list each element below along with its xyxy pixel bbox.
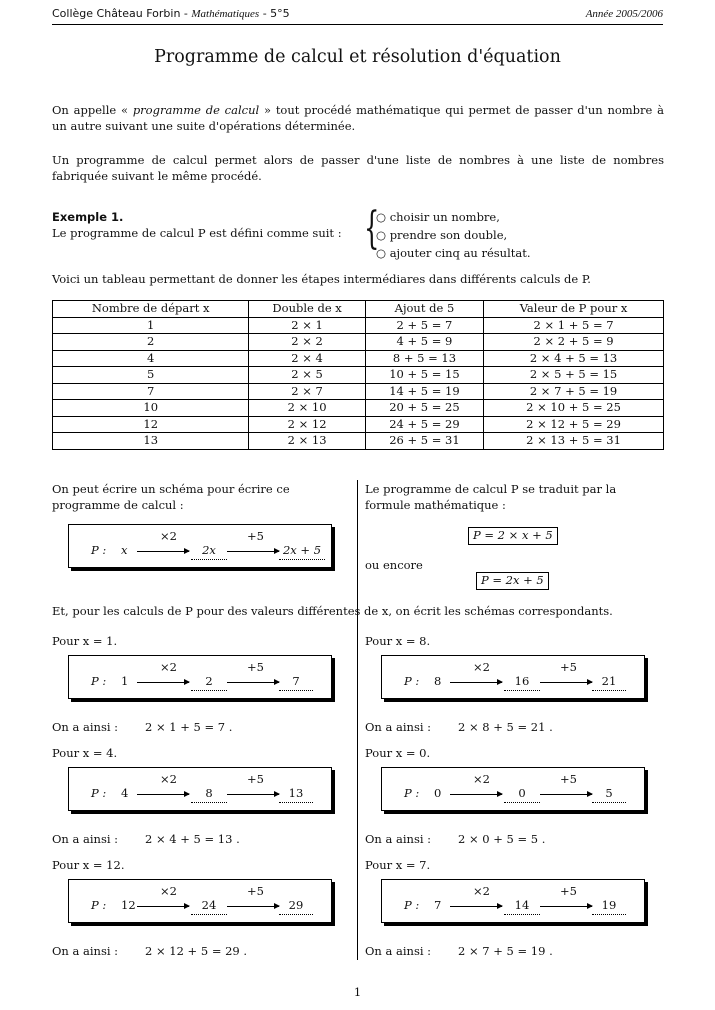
header-subject: Mathématiques <box>191 8 260 20</box>
op-add: +5 <box>247 884 264 898</box>
op-double: ×2 <box>160 529 177 543</box>
schema-left-text: On peut écrire un schéma pour écrire ce programme de calcul : <box>52 482 290 512</box>
page-number: 1 <box>353 985 362 999</box>
op-double: ×2 <box>473 660 490 674</box>
table-cell: 2 <box>53 334 249 351</box>
result-label: On a ainsi : <box>52 832 119 846</box>
schema-mid: 8 <box>191 786 227 803</box>
op-double: ×2 <box>473 884 490 898</box>
header-level: - 5°5 <box>259 7 290 20</box>
arrow-icon <box>227 682 279 683</box>
table-cell: 7 <box>53 383 249 400</box>
result-value: 2 × 12 + 5 = 29 . <box>145 944 248 958</box>
table-row <box>53 317 664 334</box>
op-double: ×2 <box>160 884 177 898</box>
op-add: +5 <box>560 660 577 674</box>
result-value: 2 × 8 + 5 = 21 . <box>458 720 553 734</box>
table-cell: 2 × 2 <box>249 334 365 351</box>
table-cell: 2 × 1 + 5 = 7 <box>484 317 664 334</box>
schema-start: 12 <box>121 898 136 912</box>
example-title: Pour x = 1. <box>52 634 118 648</box>
then-text: Et, pour les calculs de P pour des valeurs différentes de x, on écrit les schémas correspondants. <box>52 604 613 618</box>
schema-mid: 16 <box>504 674 540 691</box>
table-cell: 2 × 7 + 5 = 19 <box>484 383 664 400</box>
example-title: Pour x = 4. <box>52 746 118 760</box>
example-title: Pour x = 7. <box>365 858 431 872</box>
table-cell: 2 × 10 + 5 = 25 <box>484 400 664 417</box>
table-cell: 5 <box>53 367 249 384</box>
result-label: On a ainsi : <box>52 720 119 734</box>
result-label: On a ainsi : <box>365 720 432 734</box>
arrow-icon <box>450 682 502 683</box>
schema-start: 1 <box>121 674 129 688</box>
page-header <box>52 6 663 25</box>
table-cell: 2 × 5 + 5 = 15 <box>484 367 664 384</box>
prog-label: P : <box>91 674 107 688</box>
table-body <box>53 317 664 449</box>
schema-start: 0 <box>434 786 442 800</box>
table-cell: 4 + 5 = 9 <box>365 334 483 351</box>
example-title: Pour x = 8. <box>365 634 431 648</box>
example-text: Le programme de calcul P est défini comme suit : <box>52 225 342 240</box>
arrow-icon <box>227 551 279 552</box>
arrow-icon <box>137 551 189 552</box>
op-add: +5 <box>247 660 264 674</box>
arrow-icon <box>540 682 592 683</box>
schema-mid: 14 <box>504 898 540 915</box>
schema-end: 19 <box>592 898 626 915</box>
result-label: On a ainsi : <box>365 944 432 958</box>
table-cell: 24 + 5 = 29 <box>365 416 483 433</box>
table-cell: 10 + 5 = 15 <box>365 367 483 384</box>
header-left <box>52 7 290 22</box>
table-cell: 2 × 1 <box>249 317 365 334</box>
op-double: ×2 <box>473 772 490 786</box>
table-header-cell: Double de x <box>249 301 365 318</box>
table-header-cell: Ajout de 5 <box>365 301 483 318</box>
table-cell: 26 + 5 = 31 <box>365 433 483 450</box>
schema-mid: 2 <box>191 674 227 691</box>
arrow-icon <box>540 794 592 795</box>
table-cell: 2 × 10 <box>249 400 365 417</box>
table-intro: Voici un tableau permettant de donner les étapes intermédiares dans différents calculs de P. <box>52 272 591 286</box>
schema-box <box>68 655 332 699</box>
op-add: +5 <box>247 529 264 543</box>
schema-mid: 24 <box>191 898 227 915</box>
example-label: Exemple 1. <box>52 210 124 224</box>
result-value: 2 × 1 + 5 = 7 . <box>145 720 233 734</box>
table-cell: 1 <box>53 317 249 334</box>
arrow-icon <box>137 794 189 795</box>
schema-box <box>68 767 332 811</box>
general-schema-box <box>68 524 332 568</box>
op-add: +5 <box>560 884 577 898</box>
table-cell: 4 <box>53 350 249 367</box>
intro-p1-end: » tout procédé mathématique qui permet de passer d'un nombre à un autre suivant une suite d'opérations déterminée. <box>52 103 664 133</box>
table-row <box>53 400 664 417</box>
column-divider <box>357 480 358 960</box>
result-value: 2 × 7 + 5 = 19 . <box>458 944 553 958</box>
header-school: Collège Château Forbin - <box>52 7 192 20</box>
table-cell: 2 × 2 + 5 = 9 <box>484 334 664 351</box>
table-row <box>53 350 664 367</box>
arrow-icon <box>450 906 502 907</box>
schema-end: 7 <box>279 674 313 691</box>
intro-paragraph-2: Un programme de calcul permet alors de passer d'une liste de nombres à une liste de nombres fabriquée suivant le même procédé. <box>52 153 664 183</box>
schema-mid: 2x <box>191 543 227 560</box>
schema-box <box>381 655 645 699</box>
calc-table <box>52 300 664 450</box>
prog-label: P : <box>404 898 420 912</box>
prog-label: P : <box>404 674 420 688</box>
header-year: Année 2005/2006 <box>585 8 663 20</box>
table-header-row <box>53 301 664 318</box>
op-double: ×2 <box>160 772 177 786</box>
schema-end: 21 <box>592 674 626 691</box>
step-2: ○ prendre son double, <box>376 228 508 242</box>
table-cell: 12 <box>53 416 249 433</box>
schema-start: 4 <box>121 786 129 800</box>
result-value: 2 × 0 + 5 = 5 . <box>458 832 546 846</box>
step-1: ○ choisir un nombre, <box>376 210 500 224</box>
op-add: +5 <box>247 772 264 786</box>
table-row <box>53 334 664 351</box>
table-cell: 14 + 5 = 19 <box>365 383 483 400</box>
schema-end: 13 <box>279 786 313 803</box>
example-block <box>52 210 352 241</box>
prog-label: P : <box>404 786 420 800</box>
table-cell: 8 + 5 = 13 <box>365 350 483 367</box>
page-title: Programme de calcul et résolution d'équation <box>154 47 561 67</box>
result-value: 2 × 4 + 5 = 13 . <box>145 832 240 846</box>
schema-end: 29 <box>279 898 313 915</box>
step-3: ○ ajouter cinq au résultat. <box>376 246 531 260</box>
op-double: ×2 <box>160 660 177 674</box>
example-title: Pour x = 12. <box>52 858 125 872</box>
schema-box <box>381 767 645 811</box>
table-cell: 2 × 7 <box>249 383 365 400</box>
table-header-cell: Nombre de départ x <box>53 301 249 318</box>
formula-box-2: P = 2x + 5 <box>476 572 549 590</box>
result-label: On a ainsi : <box>52 944 119 958</box>
schema-right-text: Le programme de calcul P se traduit par la formule mathématique : <box>365 482 617 512</box>
table-cell: 2 × 12 <box>249 416 365 433</box>
arrow-icon <box>540 906 592 907</box>
table-row <box>53 416 664 433</box>
table-cell: 13 <box>53 433 249 450</box>
table-row <box>53 383 664 400</box>
schema-start: 8 <box>434 674 442 688</box>
schema-end: 2x + 5 <box>279 543 325 560</box>
prog-label: P : <box>91 543 107 557</box>
schema-mid: 0 <box>504 786 540 803</box>
schema-box <box>381 879 645 923</box>
table-cell: 2 × 4 <box>249 350 365 367</box>
result-label: On a ainsi : <box>365 832 432 846</box>
formula-box-1: P = 2 × x + 5 <box>468 527 558 545</box>
table-cell: 2 + 5 = 7 <box>365 317 483 334</box>
example-steps <box>376 210 531 264</box>
table-cell: 2 × 4 + 5 = 13 <box>484 350 664 367</box>
arrow-icon <box>227 794 279 795</box>
intro-p1-start: On appelle « <box>52 103 133 117</box>
table-cell: 2 × 13 + 5 = 31 <box>484 433 664 450</box>
table-cell: 20 + 5 = 25 <box>365 400 483 417</box>
intro-paragraph-1 <box>52 103 664 134</box>
prog-label: P : <box>91 898 107 912</box>
example-title: Pour x = 0. <box>365 746 431 760</box>
schema-start: 7 <box>434 898 442 912</box>
arrow-icon <box>450 794 502 795</box>
schema-end: 5 <box>592 786 626 803</box>
brace-icon: { <box>364 203 380 254</box>
intro-p1-term: programme de calcul <box>132 103 260 117</box>
arrow-icon <box>137 906 189 907</box>
table-row <box>53 367 664 384</box>
or-text: ou encore <box>365 558 423 572</box>
table-cell: 2 × 12 + 5 = 29 <box>484 416 664 433</box>
table-cell: 2 × 5 <box>249 367 365 384</box>
arrow-icon <box>227 906 279 907</box>
arrow-icon <box>137 682 189 683</box>
schema-start: x <box>121 543 128 557</box>
op-add: +5 <box>560 772 577 786</box>
table-header-cell: Valeur de P pour x <box>484 301 664 318</box>
schema-box <box>68 879 332 923</box>
prog-label: P : <box>91 786 107 800</box>
table-cell: 10 <box>53 400 249 417</box>
table-row <box>53 433 664 450</box>
table-cell: 2 × 13 <box>249 433 365 450</box>
